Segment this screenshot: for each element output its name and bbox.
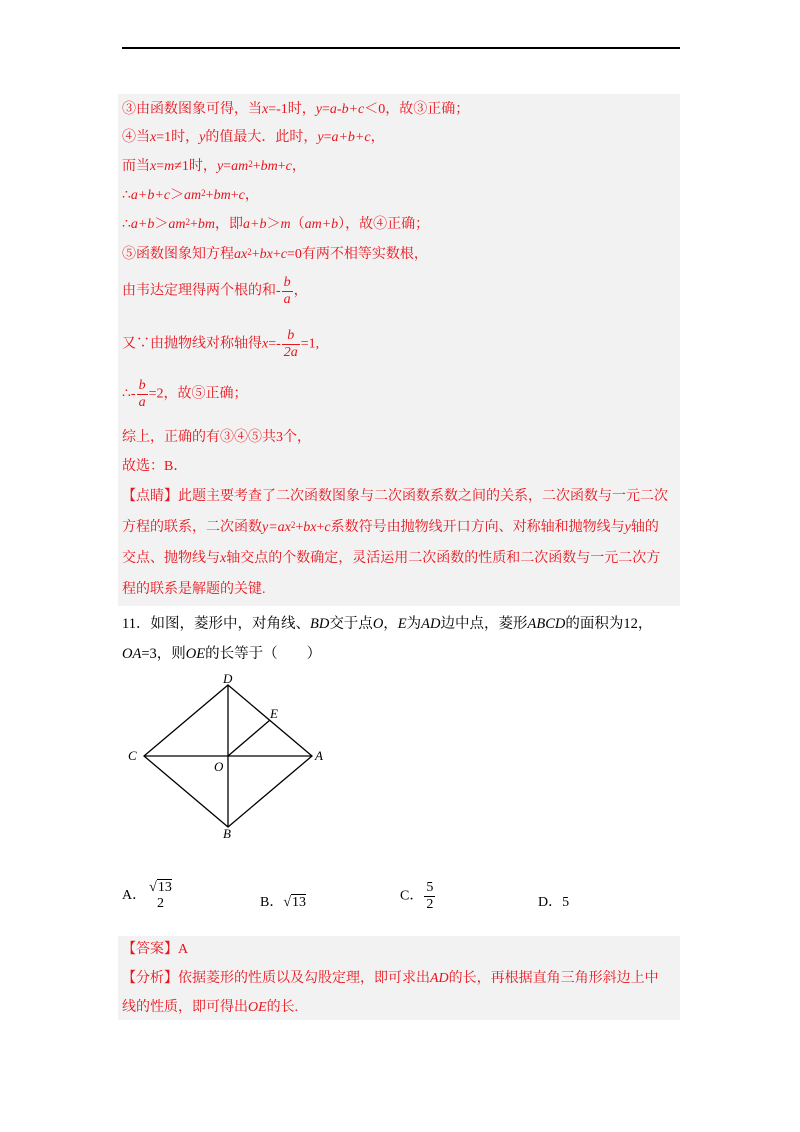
solution-line-2: ④当x=1时，y的值最大．此时，y=a+b+c， <box>122 130 385 145</box>
solution-line-6: ⑤函数图象知方程$ax^2+bx+c=0$有两不相等实数根， <box>122 247 428 262</box>
solution-line-12: 【点睛】此题主要考查了二次函数图象与二次函数系数之间的关系，二次函数与一元二次 <box>122 489 668 504</box>
label-o: O <box>214 759 224 774</box>
option-c-fraction: $\frac{5}{2}$ <box>426 880 434 912</box>
solution-line-11: 故选：B． <box>122 459 188 474</box>
solution-line-5: $\therefore a+b>am^2+bm$，即a+b＞m（am+b），故④正确； <box>122 217 430 232</box>
solution-line-1: ③由函数图象可得，当x=-1时，y=a-b+c＜0，故③正确； <box>122 102 470 117</box>
answer-tag: 【答案】 <box>122 942 178 957</box>
analysis-line-1: 【分析】依据菱形的性质以及勾股定理，即可求出AD的长，再根据直角三角形斜边上中 <box>122 971 659 986</box>
label-d: D <box>223 671 233 686</box>
solution-line-7: 由韦达定理得两个根的和- $\frac{b}{a}$ ， <box>122 275 308 307</box>
option-c[interactable]: C． $\frac{5}{2}$ <box>400 880 434 912</box>
label-b: B <box>223 826 231 840</box>
answer-line: 【答案】A <box>122 942 189 957</box>
fraction-b-over-a: $\frac{b}{a}$ <box>283 275 291 307</box>
option-a-fraction: √13 2 <box>149 880 172 911</box>
option-b[interactable]: B．√13 <box>260 895 307 910</box>
solution-line-15: 程的联系是解题的关键. <box>122 582 266 597</box>
rhombus-figure <box>122 668 342 840</box>
solution-line-14: 交点、抛物线与x轴交点的个数确定，灵活运用二次函数的性质和二次函数与一元二次方 <box>122 551 661 566</box>
option-d[interactable]: D．5 <box>538 895 570 910</box>
segment-oe <box>228 720 270 756</box>
solution-line-10: 综上，正确的有③④⑤共3个， <box>122 430 311 445</box>
analysis-line-2: 线的性质，即可得出OE的长. <box>122 1000 299 1015</box>
fraction-b-over-a: $\frac{b}{a}$ <box>138 378 146 410</box>
solution-line-13: 方程的联系，二次函数$y=ax^2+bx+c$系数符号由抛物线开口方向、对称轴和抛物线与y轴的 <box>122 520 659 535</box>
analysis-tag: 【分析】 <box>122 971 178 986</box>
solution-line-8: 又∵由抛物线对称轴得x=- $\frac{b}{2a}$ =1, <box>122 328 320 360</box>
solution-line-4: $\therefore a+b+c>am^2+bm+c$， <box>122 188 259 203</box>
label-c: C <box>128 748 137 763</box>
fraction-b-over-2a: $\frac{b}{2a}$ <box>283 328 298 360</box>
solution-line-9: ∴- $\frac{b}{a}$ =2，故⑤正确； <box>122 378 248 410</box>
label-e: E <box>270 706 278 721</box>
question-line-1: 11．如图，菱形中，对角线、BD交于点O，E为AD边中点，菱形ABCD的面积为12， <box>122 616 653 632</box>
dianjing-tag: 【点睛】 <box>122 489 178 504</box>
question-line-2: OA=3，则OE的长等于（ ） <box>122 646 322 662</box>
label-a: A <box>315 748 323 763</box>
option-a[interactable]: A． √13 2 <box>122 880 172 911</box>
header-rule <box>122 47 680 49</box>
solution-line-3: 而当x=m≠1时，$y=am^2+bm+c$， <box>122 159 306 174</box>
